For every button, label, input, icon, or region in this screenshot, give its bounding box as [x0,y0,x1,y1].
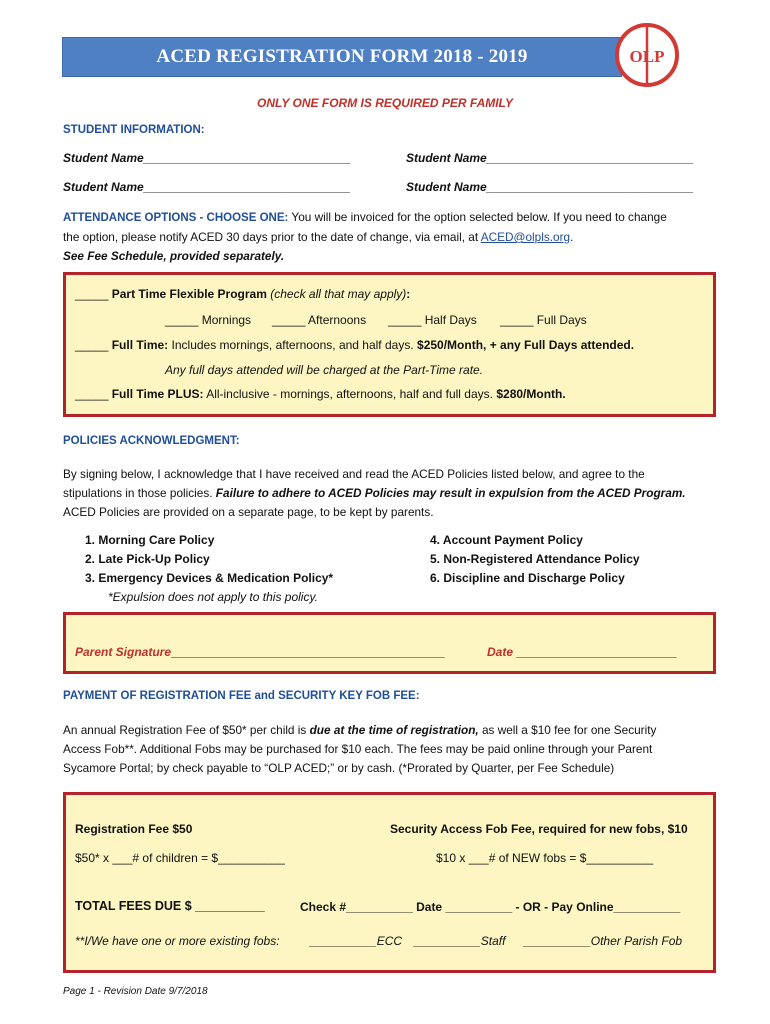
policies-heading: POLICIES ACKNOWLEDGMENT: [63,435,240,447]
sub-option-mornings[interactable]: _____ Mornings [165,313,252,327]
option-full-time[interactable]: _____ Full Time: Includes mornings, afternoons, and half days. $250/Month, + any Full Days attended. [75,338,635,352]
attendance-heading: ATTENDANCE OPTIONS - CHOOSE ONE: [63,212,289,224]
list-item: 3. Emergency Devices & Medication Policy* [85,571,334,585]
one-form-notice: ONLY ONE FORM IS REQUIRED PER FAMILY [256,96,514,110]
expulsion-note: *Expulsion does not apply to this policy. [108,590,318,604]
student-info-heading: STUDENT INFORMATION: [63,124,205,136]
attendance-intro: ATTENDANCE OPTIONS - CHOOSE ONE: You will be invoiced for the option selected below. If you need to change the option, please notify ACED 30 days prior to the date of change, via email, at ACED@olpls.org. See Fee Schedule, provided separately. [63,208,723,266]
list-item: 2. Late Pick-Up Policy [85,552,210,566]
parent-signature-field[interactable]: Parent Signature_________________________________________ [75,645,445,659]
form-title: ACED REGISTRATION FORM 2018 - 2019 [156,46,528,67]
policies-paragraph: By signing below, I acknowledge that I have received and read the ACED Policies listed below, and agree to the stipulations in those policies. Failure to adhere to ACED Policies may result in expulsion from the ACED Program. ACED Policies are provided on a separate page, to be kept by parents. [63,467,686,519]
attendance-text: You will be invoiced for the option selected below. If you need to change [291,210,667,224]
existing-fobs-label: **I/We have one or more existing fobs: [75,934,280,948]
form-title-bar [62,37,622,77]
signature-box [63,612,716,674]
policy-list-right [430,531,640,588]
list-item: 1. Morning Care Policy [85,533,215,547]
student-name-field[interactable]: Student Name_______________________________ [63,180,351,194]
other-parish-fob-field[interactable]: __________Other Parish Fob [524,934,683,948]
list-item: 5. Non-Registered Attendance Policy [430,552,640,566]
option-full-time-plus[interactable]: _____ Full Time PLUS: All-inclusive - mornings, afternoons, half and full days. $280/Month. [75,387,566,401]
student-name-field[interactable]: Student Name_______________________________ [406,151,694,165]
sub-option-half-days[interactable]: _____ Half Days [388,313,477,327]
registration-fee-calc[interactable]: $50* x ___# of children = $__________ [75,851,285,865]
list-item: 4. Account Payment Policy [430,533,583,547]
registration-fee-label: Registration Fee $50 [75,822,193,836]
attendance-text: the option, please notify ACED 30 days prior to the date of change, via email, at [63,230,479,244]
list-item: 6. Discipline and Discharge Policy [430,571,625,585]
student-name-field[interactable]: Student Name_______________________________ [63,151,351,165]
svg-text:OLP: OLP [629,47,665,66]
olp-logo [614,22,680,88]
page-footer: Page 1 - Revision Date 9/7/2018 [63,986,208,997]
sub-option-full-days[interactable]: _____ Full Days [500,313,587,327]
staff-fob-field[interactable]: __________Staff [414,934,506,948]
payment-paragraph: An annual Registration Fee of $50* per child is due at the time of registration, as well a $10 fee for one Security Access Fob**. Additional Fobs may be purchased for $10 each. The fees may be paid online through your Parent Sycamore Portal; by check payable to “OLP ACED;” or by cash. (*Prorated by Quarter, per Fee Schedule) [63,723,657,775]
total-fees-field[interactable]: TOTAL FEES DUE $ __________ [75,899,265,913]
student-name-field[interactable]: Student Name_______________________________ [406,180,694,194]
fob-fee-calc[interactable]: $10 x ___# of NEW fobs = $__________ [436,851,654,865]
aced-email-link[interactable]: ACED@olpls.org [480,230,571,244]
option-part-time[interactable]: _____ Part Time Flexible Program (check all that may apply): [75,287,411,301]
full-time-note: Any full days attended will be charged at the Part-Time rate. [165,363,484,377]
sub-option-afternoons[interactable]: _____ Afternoons [272,313,367,327]
ecc-fob-field[interactable]: __________ECC [310,934,403,948]
policy-list-left [85,531,333,607]
fee-schedule-note: See Fee Schedule, provided separately. [63,249,285,263]
payment-method-field[interactable]: Check #__________ Date __________ - OR - Pay Online__________ [300,900,681,914]
fob-fee-label: Security Access Fob Fee, required for new fobs, $10 [390,822,688,836]
payment-heading: PAYMENT OF REGISTRATION FEE and SECURITY KEY FOB FEE: [63,690,420,702]
signature-date-field[interactable]: Date ________________________ [487,645,677,659]
